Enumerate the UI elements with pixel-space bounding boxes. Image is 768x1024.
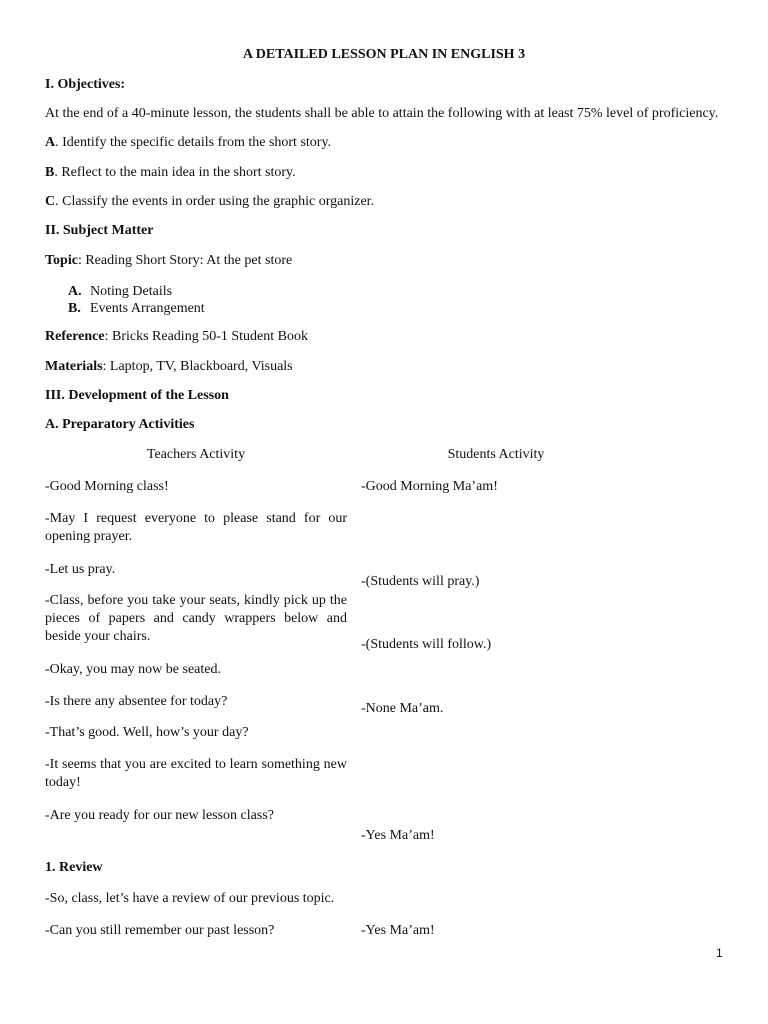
teacher-line: -May I request everyone to please stand for our opening prayer. (45, 511, 347, 544)
materials-value: : Laptop, TV, Blackboard, Visuals (102, 359, 293, 374)
student-line: -(Students will follow.) (361, 637, 492, 652)
objective-item-a (45, 134, 331, 152)
development-heading: III. Development of the Lesson (45, 388, 229, 403)
student-line: -Yes Ma’am! (361, 828, 435, 843)
teacher-line: -So, class, let’s have a review of our previous topic. (45, 891, 335, 906)
student-line: -None Ma’am. (361, 701, 444, 716)
page-number: 1 (716, 946, 723, 960)
reference-label: Reference (45, 329, 105, 344)
review-heading: 1. Review (45, 860, 103, 875)
teacher-line: -Okay, you may now be seated. (45, 662, 221, 677)
reference-value: : Bricks Reading 50-1 Student Book (104, 329, 308, 344)
subject-matter-heading: II. Subject Matter (45, 223, 154, 238)
list-marker: A. (68, 284, 82, 299)
objective-letter: C (45, 194, 56, 209)
teacher-line: -Is there any absentee for today? (45, 694, 228, 709)
topic-label: Topic (45, 253, 78, 268)
materials-line (45, 358, 293, 376)
student-line: -Yes Ma’am! (361, 923, 435, 938)
student-line: -Good Morning Ma’am! (361, 479, 498, 494)
student-activity-header: Students Activity (447, 447, 545, 462)
list-item (68, 283, 172, 301)
preparatory-heading: A. Preparatory Activities (45, 417, 195, 432)
list-marker: B. (68, 301, 81, 316)
teacher-line: -Can you still remember our past lesson? (45, 923, 275, 938)
list-item (68, 300, 205, 318)
materials-label: Materials (45, 359, 103, 374)
topic-value: : Reading Short Story: At the pet store (77, 253, 293, 268)
document-title: A DETAILED LESSON PLAN IN ENGLISH 3 (242, 47, 526, 62)
objectives-intro: At the end of a 40-minute lesson, the students shall be able to attain the following with at least 75% level of proficiency. (45, 106, 719, 121)
teacher-line: -Are you ready for our new lesson class? (45, 808, 274, 823)
objective-text: . Identify the specific details from the short story. (55, 135, 332, 150)
list-text: Noting Details (90, 284, 173, 299)
objective-item-b (45, 164, 296, 182)
objective-letter: B (45, 165, 55, 180)
teacher-line: -Class, before you take your seats, kindly pick up the pieces of papers and candy wrappers below and beside your chairs. (45, 593, 347, 644)
teacher-activity-header: Teachers Activity (146, 447, 246, 462)
teacher-line: -Good Morning class! (45, 479, 169, 494)
topic-line (45, 252, 292, 270)
objective-letter: A (45, 135, 56, 150)
student-line: -(Students will pray.) (361, 574, 480, 589)
list-text: Events Arrangement (90, 301, 205, 316)
reference-line (45, 328, 308, 346)
teacher-line: -It seems that you are excited to learn something new today! (45, 757, 347, 790)
objective-text: . Reflect to the main idea in the short story. (54, 165, 296, 180)
objectives-heading: I. Objectives: (45, 77, 126, 92)
teacher-line: -That’s good. Well, how’s your day? (45, 725, 249, 740)
objective-text: . Classify the events in order using the graphic organizer. (55, 194, 375, 209)
objective-item-c (45, 193, 374, 211)
teacher-line: -Let us pray. (45, 562, 116, 577)
